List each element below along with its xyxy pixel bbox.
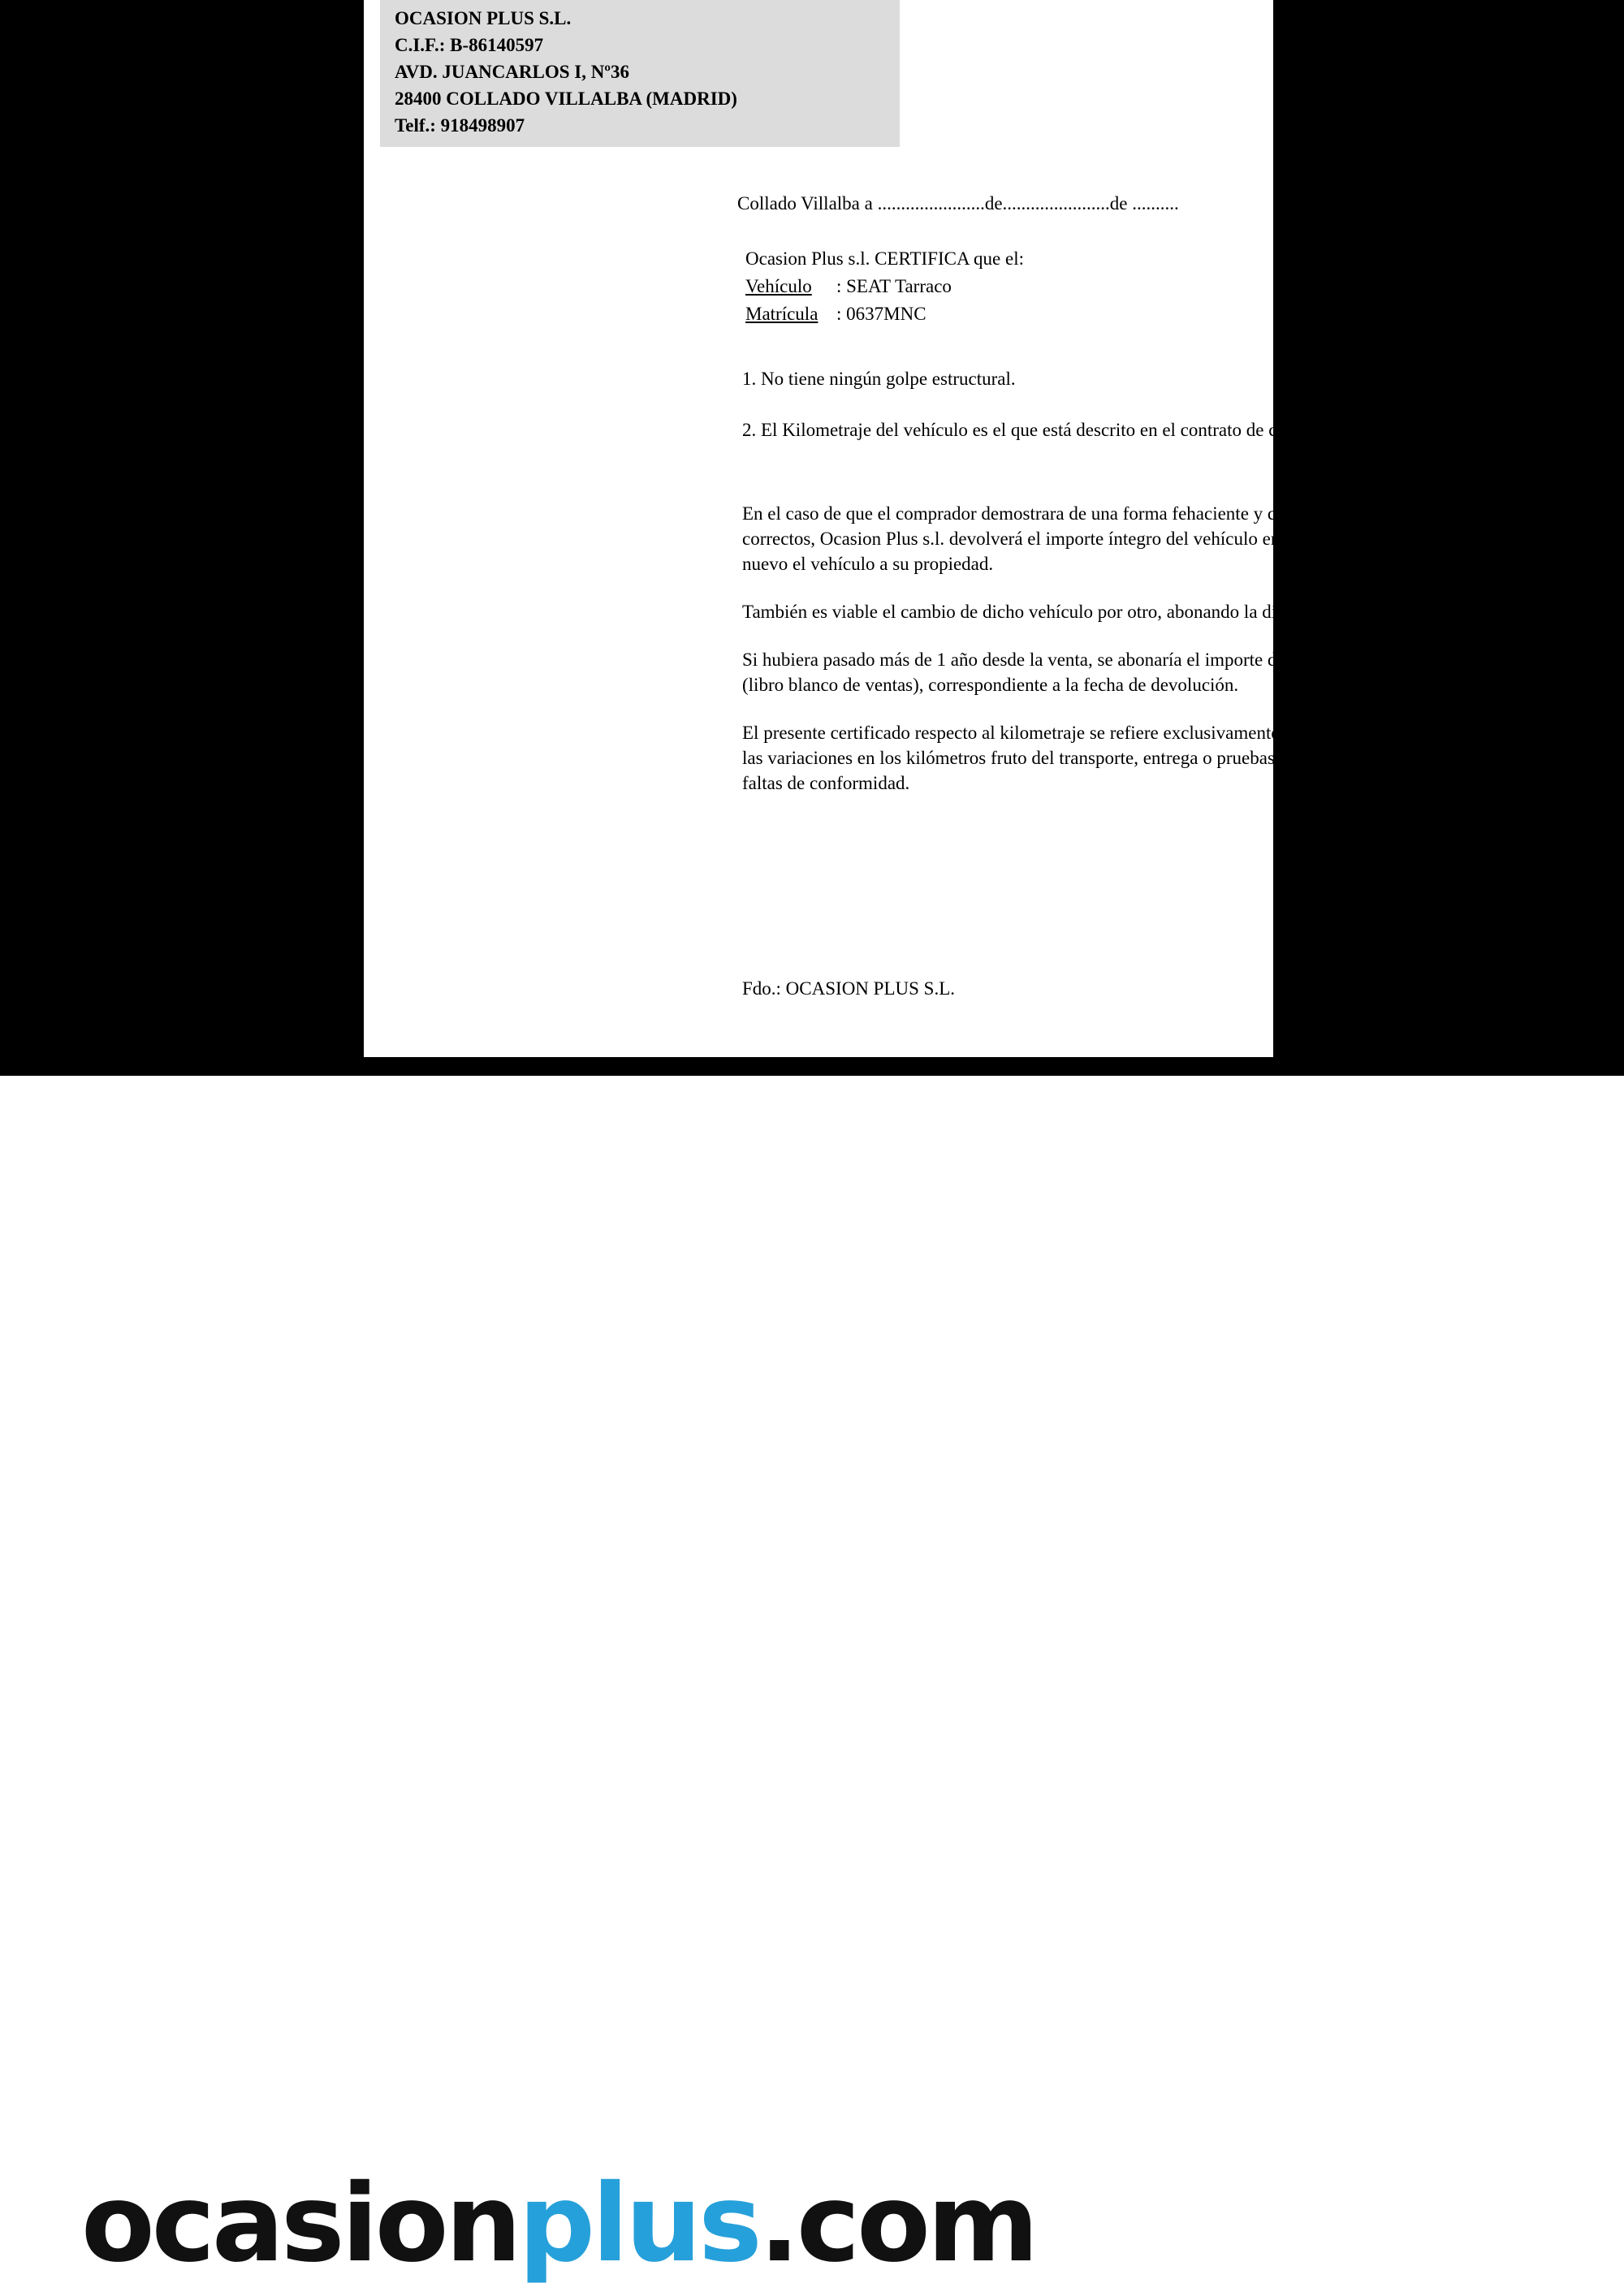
company-cif: C.I.F.: B-86140597	[395, 35, 544, 55]
ocasionplus-logo	[81, 2156, 1035, 2292]
company-phone: Telf.: 918498907	[395, 115, 525, 136]
body-paragraph-4: El presente certificado respecto al kilometraje se refiere exclusivamente a posibles manipulaciones en el odómetro, las variaciones en los kilómetros fruto del transporte, entrega o pruebas mecánicas del vehículo no se considerarán faltas de conformidad.	[742, 723, 1602, 793]
plate-row	[745, 300, 1024, 328]
plate-label: Matrícula	[745, 304, 818, 324]
vehicle-label: Vehículo	[745, 276, 812, 296]
plate-value: : 0637MNC	[836, 304, 926, 324]
signature-line: Fdo.: OCASION PLUS S.L.	[742, 978, 955, 999]
body-block	[742, 501, 1603, 818]
company-address: AVD. JUANCARLOS I, Nº36	[395, 62, 629, 82]
logo-band	[0, 1076, 1624, 2286]
logo-part-ocasion: ocasion	[81, 2161, 519, 2286]
certifies-block	[745, 245, 1024, 328]
body-paragraph-2: También es viable el cambio de dicho vehículo por otro, abonando la diferencia existente.	[742, 602, 1413, 622]
scan-background	[0, 0, 1624, 1076]
body-paragraph-1: En el caso de que el comprador demostrara de una forma fehaciente y clara que alguno de estos dos puntos no son correctos, Ocasion Plus s.l. devolverá el importe íntegro del vehículo en un plazo máximo de 48 horas, pasando de nuevo el vehículo a su propiedad.	[742, 503, 1598, 574]
points-block	[742, 367, 1603, 469]
date-line: Collado Villalba a .......................de.......................de ..........	[737, 193, 1179, 214]
logo-part-com: .com	[758, 2161, 1036, 2286]
vehicle-value: : SEAT Tarraco	[836, 276, 952, 296]
company-header-block	[380, 0, 900, 147]
logo-part-plus: plus	[518, 2161, 759, 2286]
company-city: 28400 COLLADO VILLALBA (MADRID)	[395, 88, 737, 109]
vehicle-row	[745, 273, 1024, 300]
body-paragraph-3: Si hubiera pasado más de 1 año desde la venta, se abonaría el importe de venta en el libro de tasaciones GANVAM (libro blanco de ventas), correspondiente a la fecha de devolución.	[742, 650, 1601, 695]
company-name: OCASION PLUS S.L.	[395, 8, 572, 28]
certifies-intro: Ocasion Plus s.l. CERTIFICA que el:	[745, 248, 1024, 269]
point-1: 1. No tiene ningún golpe estructural.	[742, 369, 1016, 389]
point-2: 2. El Kilometraje del vehículo es el que está descrito en el contrato de compra-venta y garantía.	[742, 420, 1455, 440]
document-page	[364, 0, 1602, 1057]
